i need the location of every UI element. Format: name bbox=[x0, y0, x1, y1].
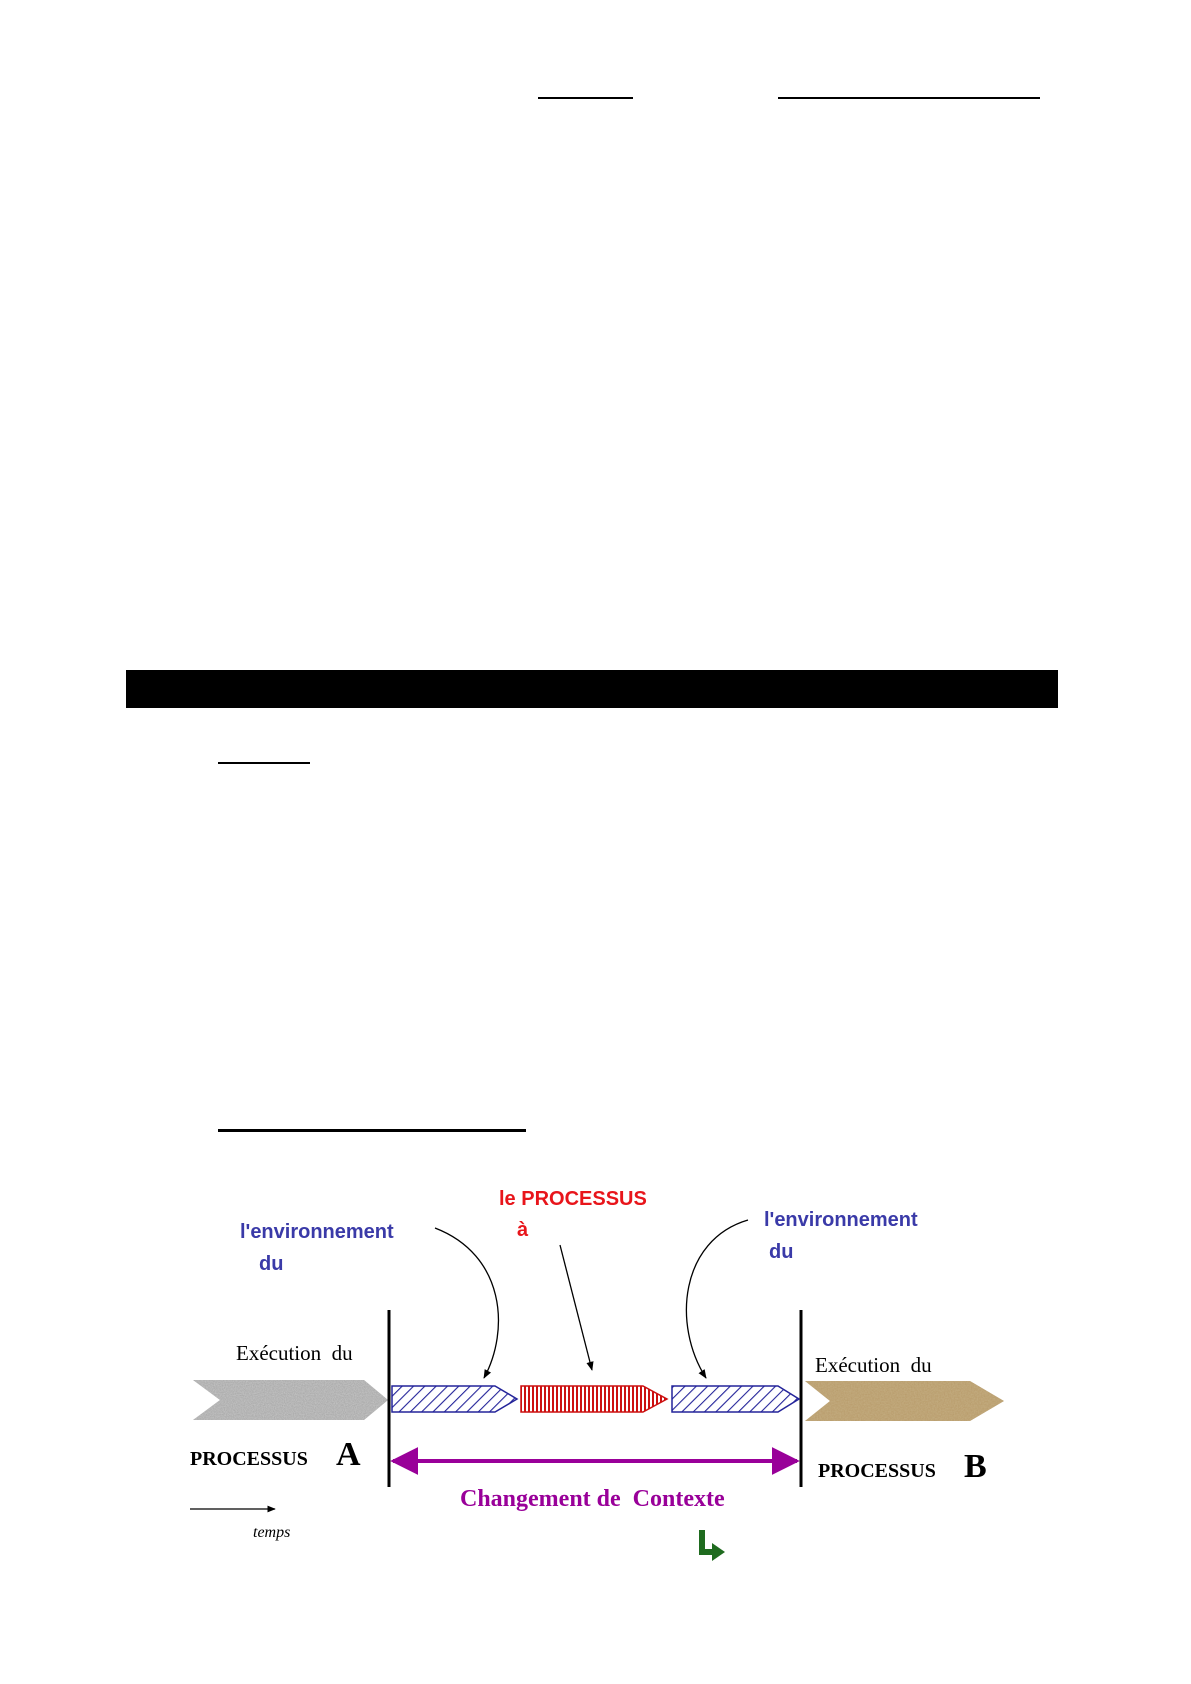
process-a-arrow bbox=[193, 1380, 388, 1420]
middle-process-label-line2: à bbox=[517, 1219, 529, 1241]
pointer-arrow-left bbox=[435, 1228, 498, 1378]
pointer-arrow-middle bbox=[560, 1245, 592, 1370]
scheduler-arrow bbox=[521, 1386, 667, 1412]
bent-arrow-icon bbox=[702, 1530, 725, 1561]
right-env-label-line1: l'environnement bbox=[764, 1209, 918, 1231]
pointer-arrow-right bbox=[686, 1220, 748, 1378]
process-b-letter: B bbox=[964, 1448, 987, 1485]
context-switch-label: Changement de Contexte bbox=[460, 1486, 725, 1512]
restore-context-arrow bbox=[672, 1386, 799, 1412]
exec-a-label: Exécution du bbox=[236, 1341, 353, 1365]
process-a-word: PROCESSUS bbox=[190, 1448, 308, 1470]
right-env-label-line2: du bbox=[769, 1241, 794, 1263]
process-a-letter: A bbox=[336, 1436, 361, 1473]
exec-b-label: Exécution du bbox=[815, 1353, 932, 1377]
time-label: temps bbox=[253, 1524, 291, 1541]
process-b-arrow bbox=[805, 1381, 1004, 1421]
left-env-label-line2: du bbox=[259, 1253, 284, 1275]
left-env-label-line1: l'environnement bbox=[240, 1221, 394, 1243]
save-context-arrow bbox=[392, 1386, 517, 1412]
middle-process-label-line1: le PROCESSUS bbox=[499, 1188, 647, 1210]
process-b-word: PROCESSUS bbox=[818, 1460, 936, 1482]
